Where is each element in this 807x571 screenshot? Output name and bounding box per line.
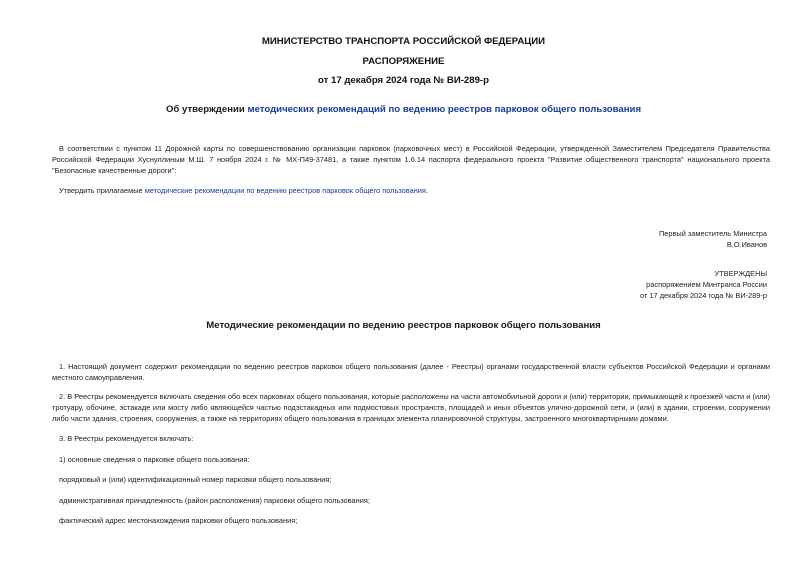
ministry-heading: МИНИСТЕРСТВО ТРАНСПОРТА РОССИЙСКОЙ ФЕДЕРАЦИИ (261, 36, 546, 47)
signature-name: В.О.Иванов (726, 240, 767, 249)
document-type-heading: РАСПОРЯЖЕНИЕ (362, 56, 445, 67)
document-title-prefix: Об утверждении (165, 104, 248, 115)
document-title (0, 104, 807, 116)
paragraph-7: фактический адрес местонахождения парковки общего пользования; (59, 516, 298, 525)
paragraph-3: 3. В Реестры рекомендуется включать: (59, 434, 194, 443)
recommendations-heading: Методические рекомендации по ведению реестров парковок общего пользования (206, 320, 601, 331)
signature-position: Первый заместитель Министра (658, 229, 767, 238)
approve-suffix: . (425, 186, 428, 195)
paragraph-4: 1) основные сведения о парковке общего пользования: (59, 455, 250, 464)
signature-block (659, 228, 767, 250)
paragraph-5: порядковый и (или) идентификационный номер парковки общего пользования; (59, 475, 332, 484)
recommendations-title-link[interactable]: методических рекомендаций по ведению реестров парковок общего пользования (247, 104, 642, 115)
approve-prefix: Утвердить прилагаемые (59, 186, 145, 195)
approved-block (640, 268, 767, 301)
paragraph-6: административная принадлежность (район расположения) парковки общего пользования; (59, 496, 370, 505)
document-date-number: от 17 декабря 2024 года № ВИ-289-р (318, 75, 489, 86)
approved-label: УТВЕРЖДЕНЫ (714, 269, 767, 278)
approve-paragraph (52, 185, 770, 196)
paragraph-2: 2. В Реестры рекомендуется включать сведения обо всех парковках общего пользования, которые расположены на части автомобильной дороги и (или) территории, примыкающей к проезжей части и (или) тротуару, обочине, эстакаде или мосту либо являющейся частью подэстакадных или подмостовых пространств, площадей и иных объектов улично-дорожной сети, и (или) в здании, строении, сооружении либо части здания, строения, сооружения, а также на территориях общего пользования в границах элемента планировочной структуры, застроенного многоквартирными домами. (52, 392, 770, 423)
preamble-paragraph: В соответствии с пунктом 11 Дорожной карты по совершенствованию организации парковок (парковочных мест) в Российской Федерации, утвержденной Заместителем Председателя Правительства Российской Федерации Хуснуллиным М.Ш. 7 ноября 2024 г. № МХ-П49-37481, а также пунктом 1.6.14 паспорта федерального проекта "Развитие общественного транспорта" национального проекта "Безопасные качественные дороги": (52, 144, 770, 175)
approved-by: распоряжением Минтранса России (646, 280, 767, 289)
paragraph-1: 1. Настоящий документ содержит рекомендации по ведению реестров парковок общего пользования (далее - Реестры) органами государственной власти субъектов Российской Федерации и органами местного самоуправления. (52, 362, 770, 382)
approved-date-number: от 17 декабря 2024 года № ВИ-289-р (640, 291, 767, 300)
approve-recommendations-link[interactable]: методические рекомендации по ведению реестров парковок общего пользования (144, 186, 426, 195)
